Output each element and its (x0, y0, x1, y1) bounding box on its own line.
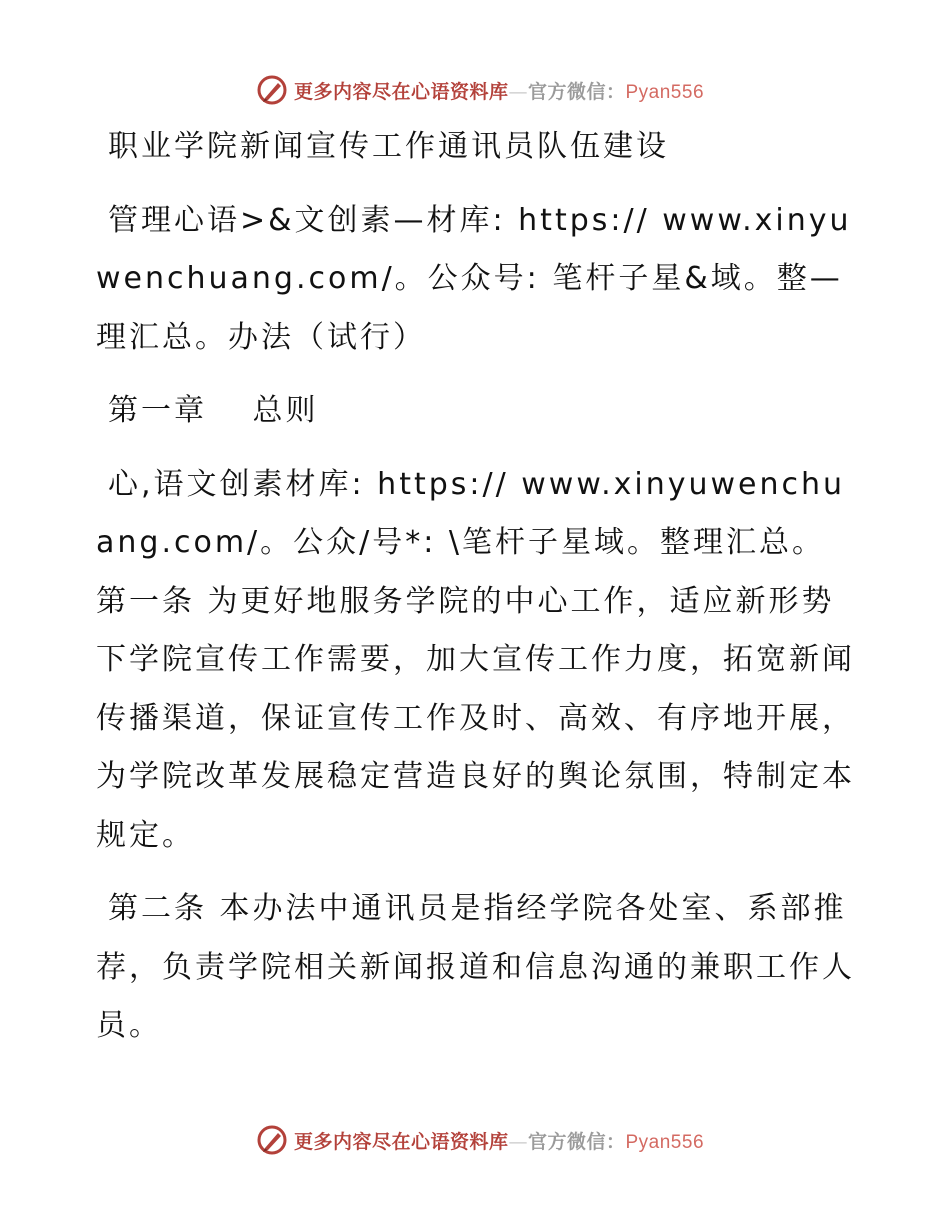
banner-main-text: 更多内容尽在心语资料库 (293, 80, 509, 103)
banner-wechat-id: Pyan556 (625, 1131, 705, 1153)
banner-main-text: 更多内容尽在心语资料库 (293, 1130, 509, 1153)
document-body (96, 118, 856, 1056)
paragraph-intro: 管理心语>&文创素—材库: https:// www.xinyuwenchuang.com/。公众号: 笔杆子星&域。整—理汇总。办法（试行） (96, 202, 852, 355)
banner-wechat-id: Pyan556 (625, 81, 705, 103)
chapter-heading: 第一章 总则 (108, 393, 319, 428)
banner-text (294, 77, 704, 104)
paragraph-article-2: 第二条 本办法中通讯员是指经学院各处室、系部推荐，负责学院相关新闻报道和信息沟通的兼职工作人员。 (96, 891, 855, 1043)
pen-logo-icon (256, 74, 288, 106)
paragraph-article-1: 心,语文创素材库: https:// www.xinyuwenchuang.com/。公众/号*: \笔杆子星域。整理汇总。第一条 为更好地服务学院的中心工作，适应新形势下学院宣传工作需要，加大宣传工作力度，拓宽新闻传播渠道，保证宣传工作及时、高效、有序地开展，为学院改革发展稳定营造良好的舆论氛围，特制定本规定。 (96, 466, 855, 853)
banner-official-label: 官方微信： (527, 80, 626, 103)
banner-official-label: 官方微信： (527, 1130, 626, 1153)
pen-logo-icon (256, 1124, 288, 1156)
banner-text (294, 1127, 704, 1154)
banner-dash: — (508, 1130, 528, 1153)
header-watermark-banner (0, 70, 950, 110)
footer-watermark-banner (0, 1120, 950, 1160)
document-title: 职业学院新闻宣传工作通讯员队伍建设 (108, 129, 669, 164)
banner-dash: — (508, 80, 528, 103)
